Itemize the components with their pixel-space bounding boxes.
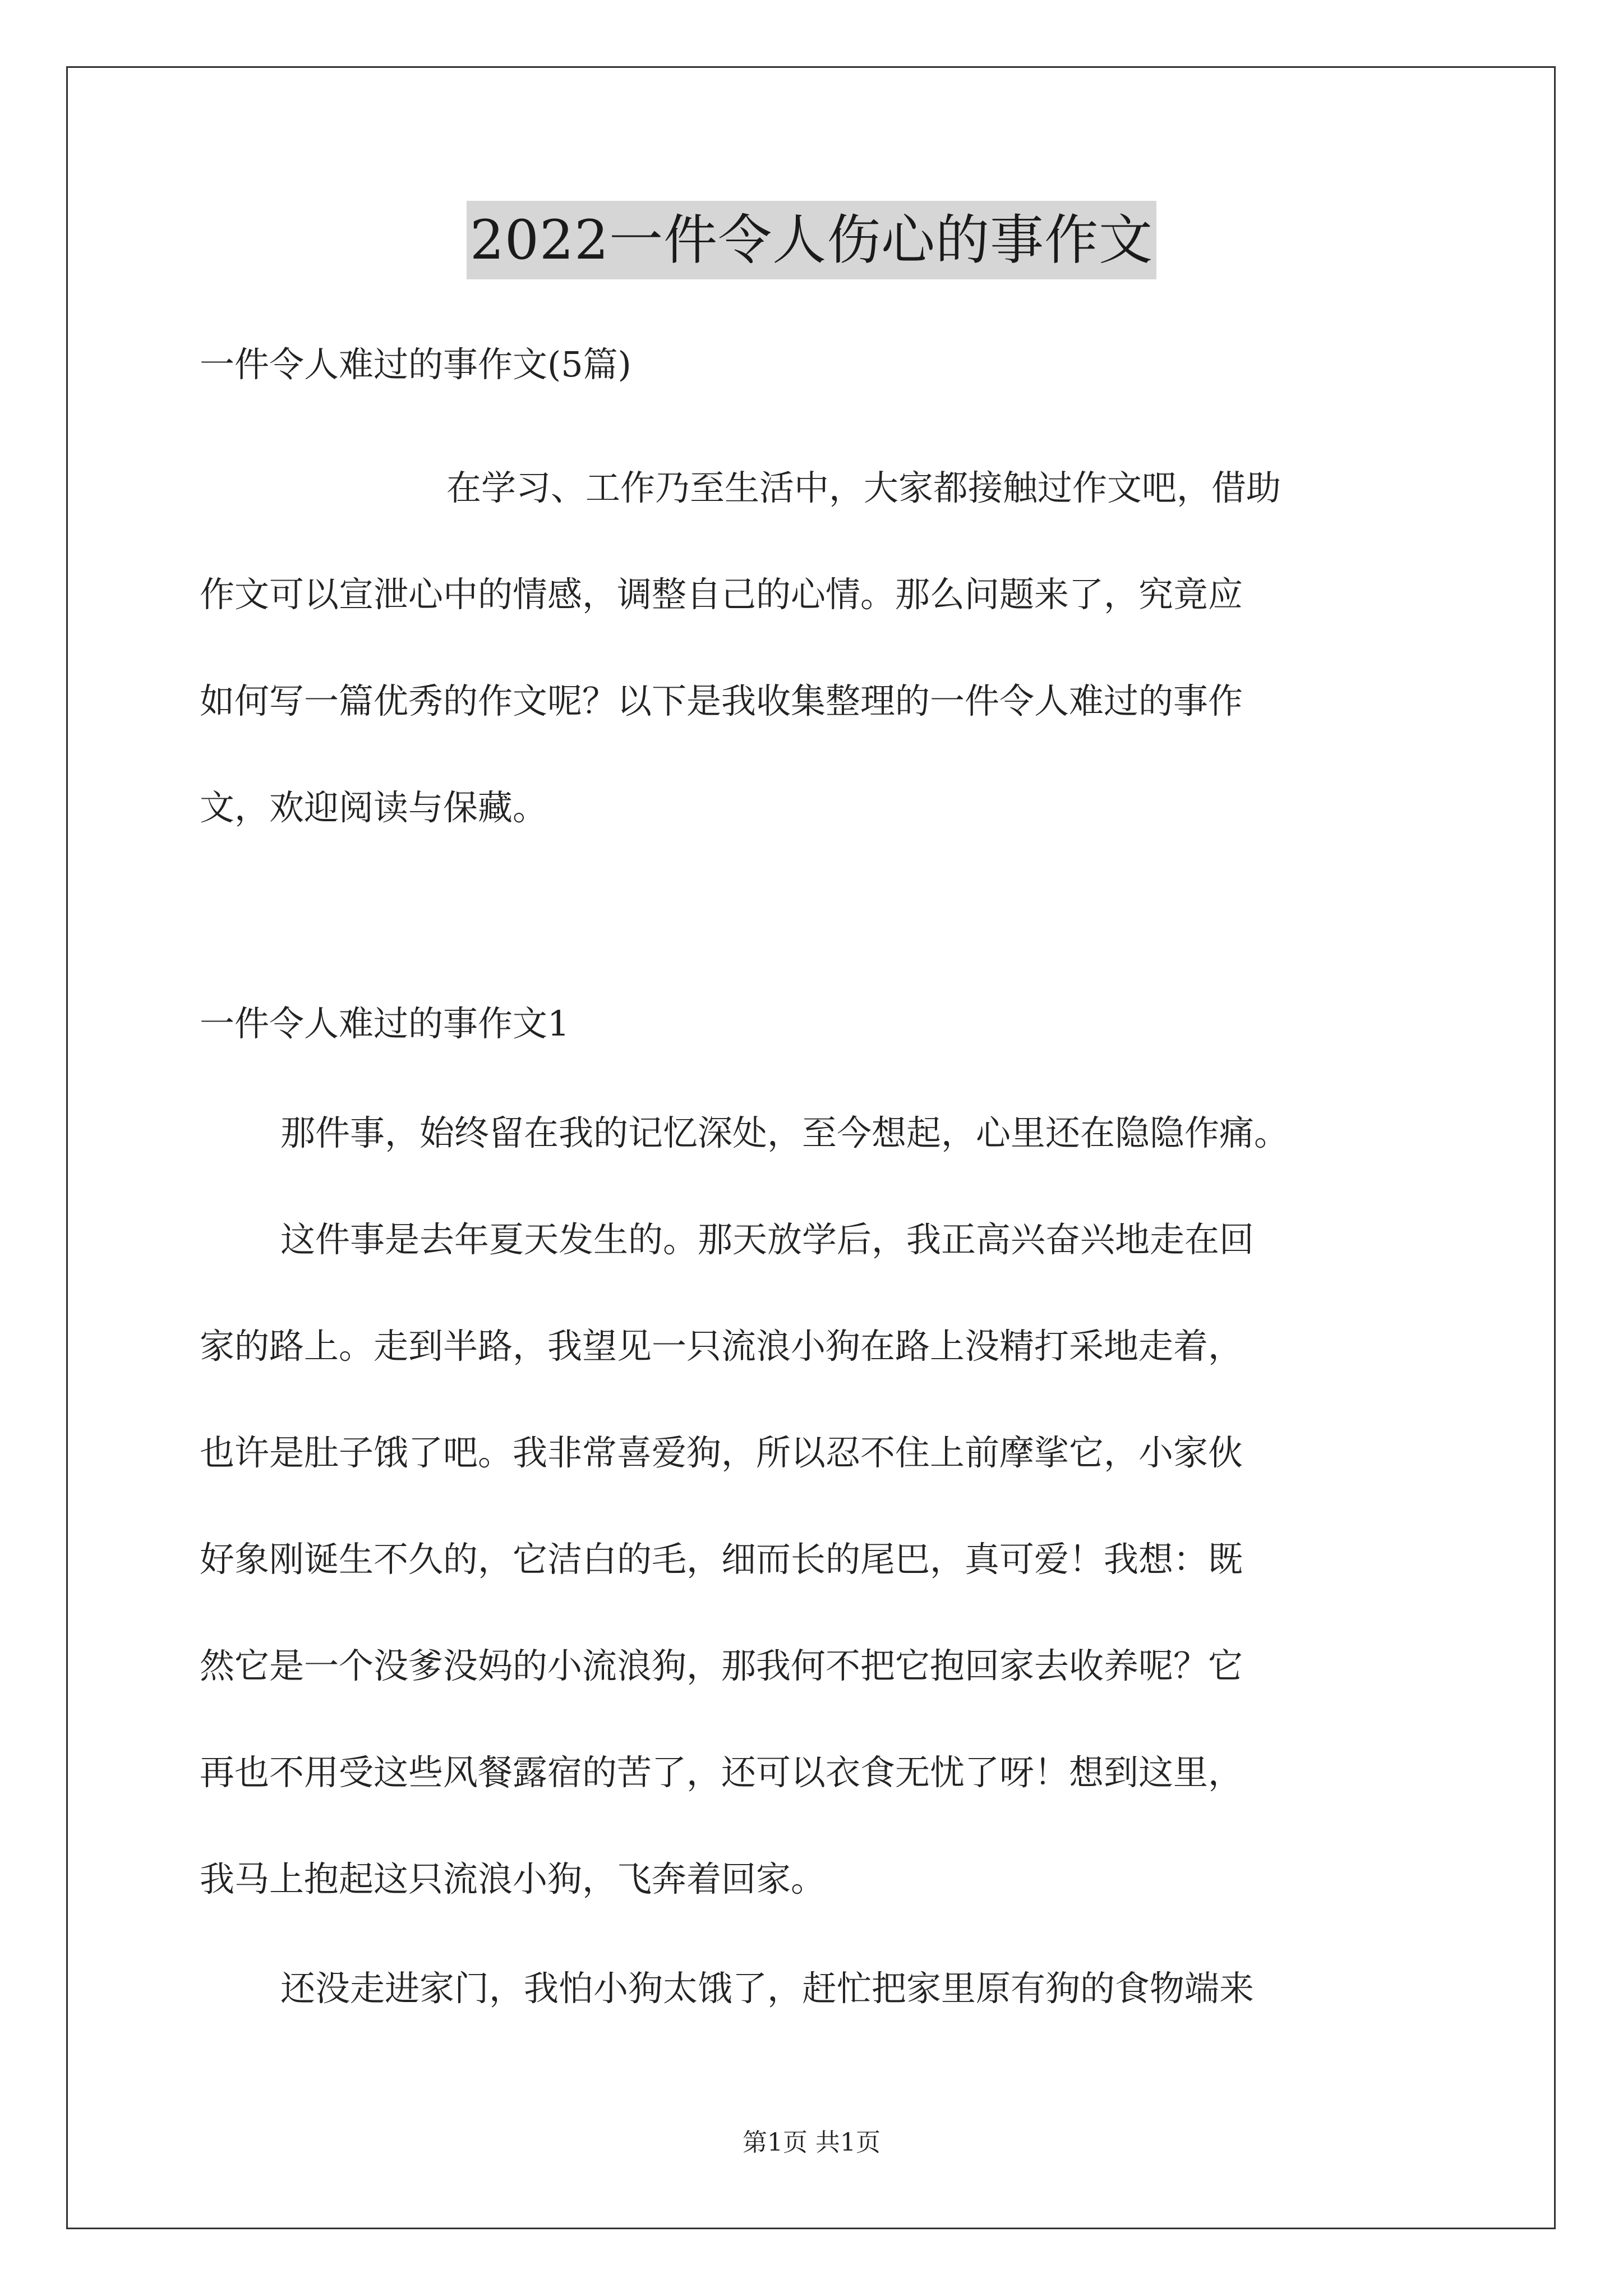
body-line: 那件事，始终留在我的记忆深处，至今想起，心里还在隐隐作痛。 xyxy=(280,1112,1289,1153)
body-line: 然它是一个没爹没妈的小流浪狗，那我何不把它抱回家去收养呢？它 xyxy=(200,1645,1243,1686)
document-subtitle: 一件令人难过的事作文(5篇) xyxy=(200,344,631,385)
title-container xyxy=(0,201,1623,279)
section-heading: 一件令人难过的事作文1 xyxy=(200,1003,570,1044)
intro-line: 在学习、工作乃至生活中，大家都接触过作文吧，借助 xyxy=(446,467,1281,508)
document-title: 2022一件令人伤心的事作文 xyxy=(467,201,1156,279)
intro-line: 作文可以宣泄心中的情感，调整自己的心情。那么问题来了，究竟应 xyxy=(200,574,1243,615)
body-line: 再也不用受这些风餐露宿的苦了，还可以衣食无忧了呀！想到这里， xyxy=(200,1752,1243,1793)
body-line: 也许是肚子饿了吧。我非常喜爱狗，所以忍不住上前摩挲它，小家伙 xyxy=(200,1432,1243,1473)
intro-line: 如何写一篇优秀的作文呢？以下是我收集整理的一件令人难过的事作 xyxy=(200,680,1243,721)
body-line: 家的路上。走到半路，我望见一只流浪小狗在路上没精打采地走着， xyxy=(200,1326,1243,1366)
body-line: 我马上抱起这只流浪小狗，飞奔着回家。 xyxy=(200,1858,826,1899)
page-footer: 第1页 共1页 xyxy=(743,2128,880,2157)
body-line: 这件事是去年夏天发生的。那天放学后，我正高兴奋兴地走在回 xyxy=(280,1219,1255,1260)
intro-line: 文，欢迎阅读与保藏。 xyxy=(200,787,548,828)
body-line: 还没走进家门，我怕小狗太饿了，赶忙把家里原有狗的食物端来 xyxy=(280,1968,1255,2009)
body-line: 好象刚诞生不久的，它洁白的毛，细而长的尾巴，真可爱！我想：既 xyxy=(200,1539,1243,1580)
